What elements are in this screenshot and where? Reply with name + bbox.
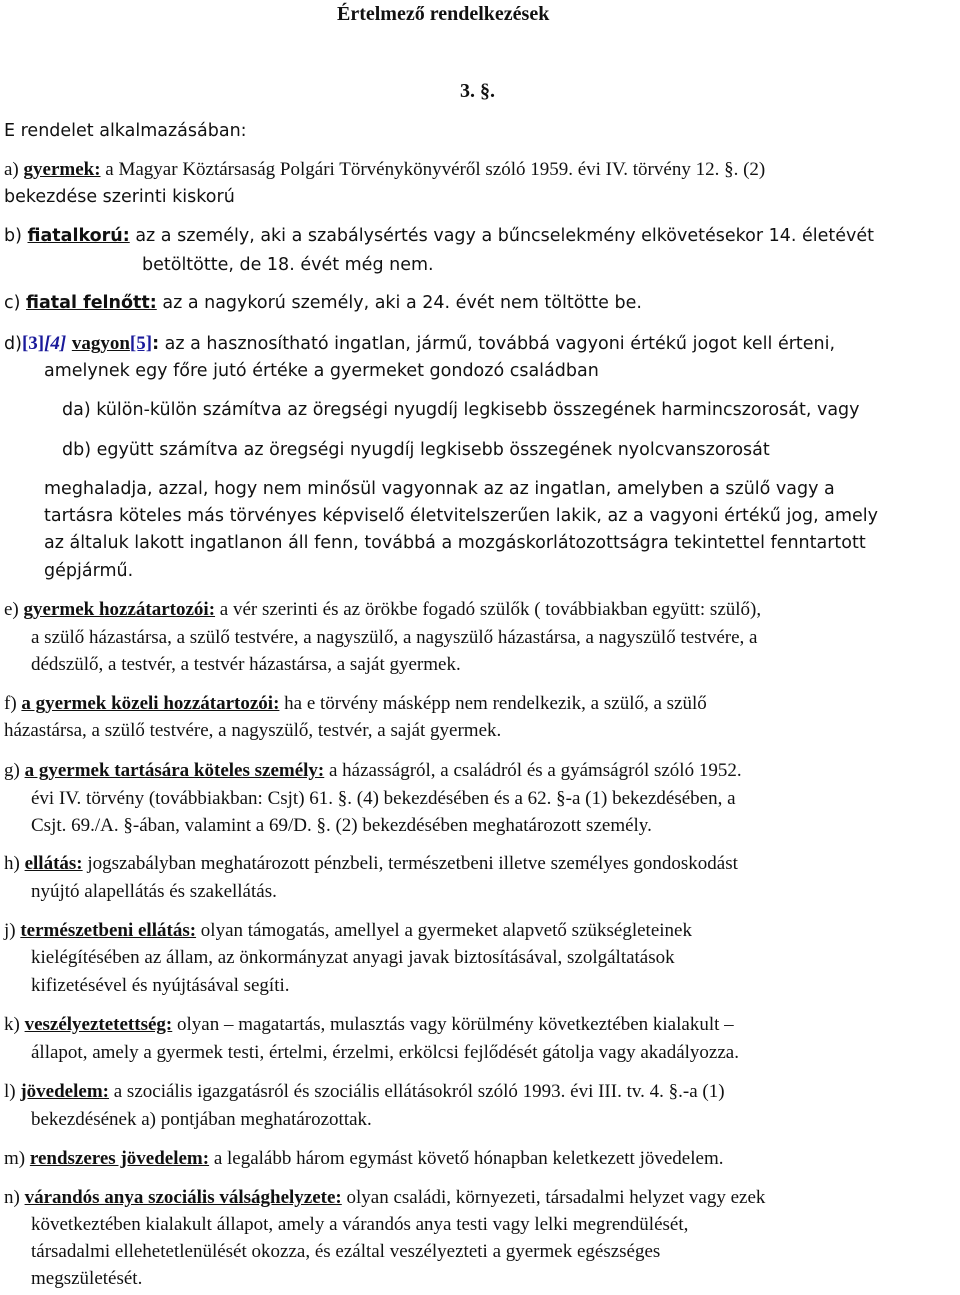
term-veszelyeztetettseg: veszélyeztetettség: [24, 1014, 173, 1035]
definition-d-subitem-db: db) együtt számítva az öregségi nyugdíj legkisebb összegének nyolcvanszorosát [62, 440, 770, 460]
definition-text: olyan családi, környezeti, társadalmi helyzet vagy ezek [346, 1187, 766, 1208]
definition-n-line4: megszületését. [31, 1268, 143, 1289]
definition-n [4, 1187, 765, 1209]
item-label: b) [4, 226, 22, 246]
item-label: m) [4, 1148, 26, 1169]
definition-m [4, 1148, 723, 1170]
definition-d-after2: tartásra köteles más törvényes képviselő életvitelszerűen lakik, az a vagyoni értékű jog, amely [44, 506, 879, 526]
definition-a [4, 159, 956, 181]
item-label: n) [4, 1187, 20, 1208]
definition-n-line2: következtében kialakult állapot, amely a várandós anya testi vagy lelki megrendülését, [31, 1214, 689, 1235]
intro-text: E rendelet alkalmazásában: [4, 121, 247, 141]
definition-d-after3: az általuk lakott ingatlanon áll fenn, továbbá a mozgáskorlátozottságra tekintettel fenntartott [44, 533, 866, 553]
term-gyermek: gyermek: [23, 159, 101, 180]
definition-e-line2: a szülő házastársa, a szülő testvére, a nagyszülő, a nagyszülő házastársa, a nagyszülő testvére, a [31, 627, 758, 648]
definition-h-line2: nyújtó alapellátás és szakellátás. [31, 881, 277, 902]
item-label: d) [4, 334, 22, 354]
definition-j-line2: kielégítésében az állam, az önkormányzat anyagi javak biztosításával, szolgáltatások [31, 947, 675, 968]
definition-j-line3: kifizetésével és nyújtásával segíti. [31, 975, 290, 996]
definition-text: ha e törvény másképp nem rendelkezik, a szülő, a szülő [284, 693, 707, 714]
definition-text: jogszabályban meghatározott pénzbeli, természetbeni illetve személyes gondoskodást [87, 853, 738, 874]
term-colon: : [152, 334, 160, 354]
definition-h [4, 853, 738, 875]
definition-g [4, 760, 742, 782]
item-label: e) [4, 599, 19, 620]
definition-d-line2: amelynek egy főre jutó értéke a gyermeket gondozó családban [44, 361, 599, 381]
item-label: j) [4, 920, 16, 941]
term-termeszetbeni-ellatas: természetbeni ellátás: [20, 920, 197, 941]
definition-j [4, 920, 692, 942]
footnote-ref-5[interactable]: [5] [129, 333, 153, 354]
definition-d-after4: gépjármű. [44, 561, 134, 581]
footnote-ref-4[interactable]: [4] [44, 333, 67, 354]
item-label: f) [4, 693, 17, 714]
definition-g-line2: évi IV. törvény (továbbiakban: Csjt) 61. §. (4) bekezdésében és a 62. §-a (1) bekezdésében, a [31, 788, 736, 809]
item-label: k) [4, 1014, 20, 1035]
term-fiatalkoru: fiatalkorú: [27, 226, 130, 246]
definition-g-line3: Csjt. 69./A. §-ában, valamint a 69/D. §. (2) bekezdésében meghatározott személy. [31, 815, 652, 836]
definition-a-line2: bekezdése szerinti kiskorú [4, 187, 235, 207]
definition-b-line2: betöltötte, de 18. évét még nem. [142, 255, 434, 275]
definition-d-subitem-da: da) külön-külön számítva az öregségi nyugdíj legkisebb összegének harmincszorosát, vagy [62, 400, 860, 420]
term-tartasra-koteles: a gyermek tartására köteles személy: [24, 760, 325, 781]
definition-e-line3: dédszülő, a testvér, a testvér házastársa, a saját gyermek. [31, 654, 461, 675]
definition-text: az a személy, aki a szabálysértés vagy a bűncselekmény elkövetésekor 14. életévét [135, 226, 874, 246]
item-label: h) [4, 853, 20, 874]
definition-text: a legalább három egymást követő hónapban keletkezett jövedelem. [213, 1148, 724, 1169]
term-ellatas: ellátás: [24, 853, 83, 874]
term-varandos-anya-valsaghelyzete: várandós anya szociális válsághelyzete: [24, 1187, 342, 1208]
definition-text: az a hasznosítható ingatlan, jármű, továbbá vagyoni értékű jogot kell érteni, [164, 334, 836, 354]
definition-text: a szociális igazgatásról és szociális ellátásokról szóló 1993. évi III. tv. 4. §.-a (1) [113, 1081, 725, 1102]
definition-e [4, 599, 761, 621]
definition-n-line3: társadalmi ellehetetlenülését okozza, és ezáltal veszélyezteti a gyermek egészséges [31, 1241, 661, 1262]
definition-f [4, 693, 707, 715]
term-vagyon: vagyon [71, 333, 130, 354]
footnote-ref-3[interactable]: [3] [21, 333, 45, 354]
definition-text: a Magyar Köztársaság Polgári Törvénykönyvéről szóló 1959. évi IV. törvény 12. §. (2) [105, 159, 766, 180]
definition-k-line2: állapot, amely a gyermek testi, értelmi, érzelmi, erkölcsi fejlődését gátolja vagy akadályozza. [31, 1042, 739, 1063]
definition-text: olyan – magatartás, mulasztás vagy körülmény következtében kialakult – [177, 1014, 734, 1035]
term-jovedelem: jövedelem: [20, 1081, 109, 1102]
definition-d [4, 333, 956, 355]
definition-text: a vér szerinti és az örökbe fogadó szülők ( továbbiakban együtt: szülő), [219, 599, 762, 620]
term-gyermek-hozzatartozoi: gyermek hozzátartozói: [23, 599, 216, 620]
item-label: c) [4, 293, 21, 313]
definition-f-line2: házastársa, a szülő testvére, a nagyszülő, testvér, a saját gyermek. [4, 720, 502, 741]
item-label: g) [4, 760, 20, 781]
item-label: l) [4, 1081, 16, 1102]
definition-text: az a nagykorú személy, aki a 24. évét nem töltötte be. [162, 293, 642, 313]
definition-b [4, 226, 956, 246]
term-rendszeres-jovedelem: rendszeres jövedelem: [29, 1148, 210, 1169]
section-title: Értelmező rendelkezések [337, 3, 550, 25]
term-kozeli-hozzatartozoi: a gyermek közeli hozzátartozói: [21, 693, 280, 714]
definition-l-line2: bekezdésének a) pontjában meghatározottak. [31, 1109, 372, 1130]
item-label: a) [4, 159, 19, 180]
definition-text: a házasságról, a családról és a gyámságról szóló 1952. [329, 760, 742, 781]
definition-l [4, 1081, 725, 1103]
definition-text: olyan támogatás, amellyel a gyermeket alapvető szükségleteinek [200, 920, 692, 941]
section-number: 3. §. [460, 80, 495, 102]
definition-c [4, 293, 642, 313]
definition-d-after1: meghaladja, azzal, hogy nem minősül vagyonnak az az ingatlan, amelyben a szülő vagy a [44, 479, 835, 499]
definition-k [4, 1014, 734, 1036]
term-fiatal-felnott: fiatal felnőtt: [26, 293, 157, 313]
